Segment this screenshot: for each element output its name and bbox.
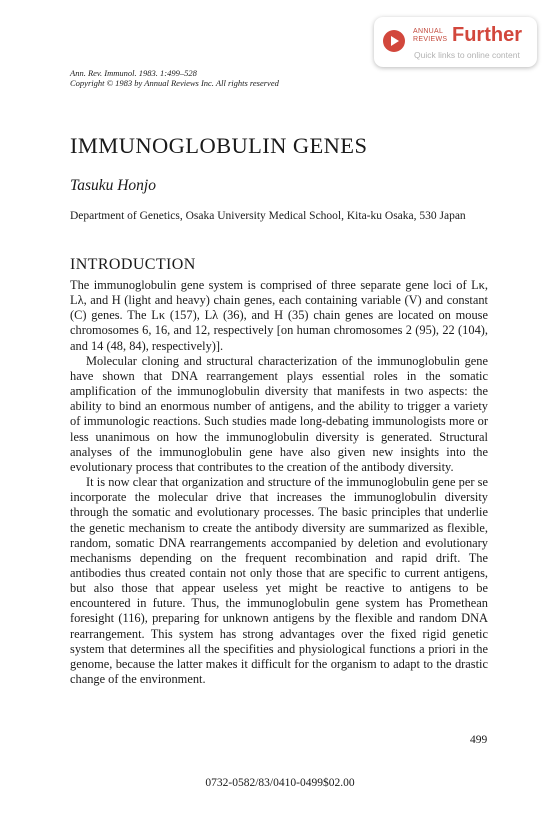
badge-further-label: Further (452, 24, 522, 46)
badge-subtitle: Quick links to online content (414, 50, 520, 60)
paragraph-2: Molecular cloning and structural characterization of the immunoglobulin gene have shown that DNA rearrangement plays essential roles in the somatic amplification of the immunoglobulin diversity that manifests in two aspects: the ability to bind an enormous number of antigens, and the ability to trigger a variety of immunologic reactions. Such studies made long-debating immunologists more or less unanimous on how the immunoglobulin diversity is generated. Structural analyses of the immunoglobulin gene have also given new insights into the evolutionary process that contributes to the creation of the antibody diversity. (70, 353, 488, 474)
badge-reviews-label: REVIEWS (413, 36, 448, 43)
page-number: 499 (470, 734, 488, 746)
annual-reviews-further-badge[interactable] (374, 17, 537, 67)
citation-line-1: Ann. Rev. Immunol. 1983. 1:499–528 (70, 68, 197, 78)
author-affiliation: Department of Genetics, Osaka University Medical School, Kita-ku Osaka, 530 Japan (70, 210, 466, 222)
article-author: Tasuku Honjo (70, 177, 156, 194)
paragraph-3: It is now clear that organization and structure of the immunoglobulin gene per se incorporate the molecular drive that increases the immunoglobulin diversity through the somatic and evolutionary processes. The basic principles that underlie the genetic mechanism to create the antibody diversity are summarized as flexible, random, somatic DNA rearrangements accompanied by deletion and evolutionary mechanisms depending on the frequent recombination and rapid drift. The antibodies thus created contain not only those that are specific to current antigens, but also those that appear useless yet might be reactive to antigens to be encountered in future. Thus, the immunoglobulin gene system has Promethean foresight (116), preparing for unknown antigens by the flexible and random DNA rearrangement. This system has strong advantages over the fixed rigid genetic system that determines all the specifities and physiological functions a priori in the genome, because the latter makes it difficult for the organism to adapt to the drastic change of the environment. (70, 475, 488, 687)
badge-annual-label: ANNUAL (413, 28, 444, 35)
section-heading-introduction: INTRODUCTION (70, 256, 196, 273)
footer-code: 0732-0582/83/0410-0499$02.00 (205, 777, 355, 789)
article-title: IMMUNOGLOBULIN GENES (70, 133, 368, 158)
paragraph-1: The immunoglobulin gene system is comprised of three separate gene loci of Lκ, Lλ, and H (light and heavy) chain genes, each containing variable (V) and constant (C) genes. The Lκ (157), Lλ (36), and H (35) chain genes are located on mouse chromosomes 6, 16, and 12, respectively [on human chromosomes 2 (95), 22 (104), and 14 (48, 84), respectively)]. (70, 278, 488, 353)
journal-citation (70, 68, 279, 88)
body-text (70, 278, 488, 687)
play-arrow-icon (383, 30, 405, 52)
citation-line-2: Copyright © 1983 by Annual Reviews Inc. All rights reserved (70, 78, 279, 88)
